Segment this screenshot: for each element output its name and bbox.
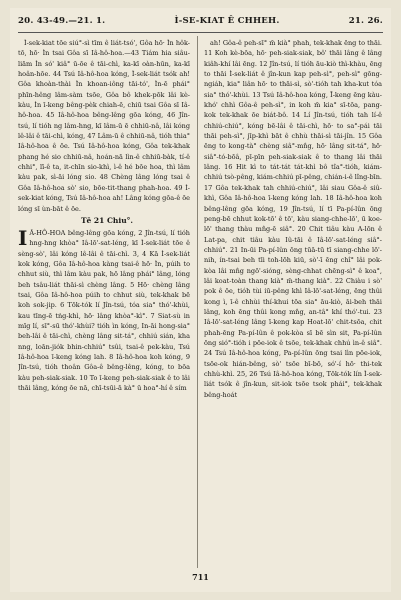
page-number: 711	[192, 572, 209, 582]
header-rule	[18, 32, 383, 33]
running-header	[18, 12, 383, 30]
scripture-page	[10, 8, 391, 592]
drop-cap-letter: I	[18, 225, 28, 250]
chapter-21-opening-text	[18, 225, 190, 394]
left-column	[18, 38, 190, 568]
chapter-21-body: Â-HÔ-HOA bêng-lêng gōa kóng, 2 Jîn-tsú, lí tióh hng-hng khòa° Iâ-lō'-sat-léng, kī Ì-sek-liát tōe ê sèng-sò', lâi kóng lê-lâi ê tāi-chì. 3, 4 Kā Ì-sek-liát kok kóng, Gôa Iâ-hô-hoa kàng tsai-ê hō· Ìn, púih to chhut siù, thì lâm kàu pak, hō lâng phái° lâng, lóng beh tsâu-liát thāi-sì chèng lâng. 5 Hō· chèng lâng tsai, Gôa Iâ-hô-hoa púih to chhut siù, tek-khak bē koh sok-jip. 6 Tōk-tók lí Jîn-tsú, tóa sia° thó'-khùi, kau tīng-ē tńg-khì, hō· lâng khòa°-kì°. 7 Siat-sù in mīg lí, sī°-sū thó'-khùi? tióh ìn kóng, In-āi hong-sia° beh-lâi ê tāi-chì, chèng lâng sit-tá°, chhiú sián, kha nng, loān-jiók bhin-chhiú° tsûi, tsai-ê pek-kàu, Tsú Iâ-hô-hoa ī-keng kóng lah. 8 Iâ-hô-hoa koh kóng, 9 Jîn-tsú, tióh thoân Gôa-ê bêng-lêng, kóng, to bōa kàu peh-siak-siak. 10 To ī-keng peh-siak-siak ê to lâi thāi lâng, kóng ōe nā, chī-tsūi-ā kà° ū hoa°-hí ê sím	[18, 228, 190, 392]
column-divider	[197, 36, 198, 568]
chapter-21-continued-text: ah! Gôa-ê peh-sī° m̄ kià° phah, tek-khak ēng to thāi. 11 Koh kè-bōa, hō· peh-siak-siak, bô' thāi lâng ê lâng kiâh-khí lâi ēng. 12 Jîn-tsú, lí tióh āu-kiò thì-khàu, ēng to thāi Ì-sek-liát ê jîn-kun kap peh-sì°, peh-sì° gōng-ngiáh, kia° liân hō· to thāi-sì, sò'-tióh tah kha-kut tóa sia° thó'-khùi. 13 Tsú Iâ-hô-hoa kóng, Ī-keng ēng kàu-khó' chhì Gôa-ê peh-sì°, in koh m̄ kia° sī-tōa, pang-kok tek-khak ōe biát-bô. 14 Lí Jîn-tsú, tióh tah lí-ê chhiú-chiú°, kóng bē-lâi ê tāi-chì, hō· to sa°-pái tāi thāi peh-sì°, jīp-khì bāt ê chhù thāi-sì tāi-jîn. 15 Gôa ēng to kong-tà° chèng siâ°-mn̂g, hō· lâng sit-tá°, hō· siâ°-tó-bōâ, pī-pīn peh-siak-siak ê to thang lâi thāi lâng. 16 Hit kì to tát-tát tát-khì bô tîa°-tióh, kiám-chhiú tsò-pêng, kiám-chhiú pī-pêng, chián-i-ê lîng-bīn. 17 Gôa tek-khak tah chhiú-chiú°, lâi siau Gôa-ê siû-khì, Gôa Iâ-hô-hoa ī-keng kóng lah. 18 Iâ-hô-hoa koh bêng-lêng gōa kóng, 19 Jîn-tsú, lí tī Pa-pí-lûn ōng peng-bē chhut kok-tō' ê tō', kàu siang-chhe-lō', ū koe-lō' thang thàu mn̂g-ē siâ°. 20 Chit tiâu kàu A-lōn ê Lat-pa, chit tiâu kàu Iû-tāi ê Iâ-lō'-sat-léng siâ°-chhiú°. 21 In-ūi Pa-pí-lûn ōng tūā-tū tī siang-chhe lō'-nih, ín-tsai beh tīi toh-lōh kiū, sò'-ī ēng chî° lâi pok-kòa lâi mn̂g ngō'-sióng, sèng-chhat chēng-sì° ê koa°, lâi koat-toàn thang kià° m̄-thang kià°. 22 Chiàu i sò' pok ê ōe, tióh tùi iū-pêng khì Iâ-lō'-sat-léng, ēng thûi kong ì, ī-ê chhùi thí-khui tōa sia° āu-kiò, āi-beh thāi lâng, koh ēng thûi kong mn̂g, an-tâ° khí thó'-tui. 23 Iâ-lō'-sat-léng lâng ī-keng kap Hoat-lō' chit-tsōa, chit phah-ēng Pa-pí-lûn ê pok-kòa sī bē sìn sit, Pa-pí-lûn ōng sió°-tióh i pōe-iok ê tsōe, tek-khak chhú ìn-ê siâ°. 24 Tsú Iâ-hô-hoa kóng, Pa-pí-lûn ōng tsai lìn pōe-iok, tsōe-ok hián-bêng, sò' tsōe bī-bō, só'-í hō· thi-tek chhù-khì. 25, 26 Tsú Iâ-hô-hoa kóng, Tōk-tók lín Ì-sek-liát tsók ê jîn-kun, sit-iok tsōe tsok phái°, tek-khak bêng-hoát	[204, 39, 382, 399]
header-book-title: Ì-SE-KIAT Ê CHHEH.	[174, 16, 280, 26]
chapter-heading: Tē 21 Chiu°.	[80, 215, 134, 225]
header-verse-range-left: 20. 43-49.—21. 1.	[18, 16, 106, 26]
chapter-20-ending-text: Ì-sek-kiat tōe siú°-sì tīm ê liát-tsó', Gôa hō· Ìn hôk-tō, hō· Ìn tsai Gôa sī Iâ-hô-hoa.—43 Tiám hia siâu-liām Ìn só' kiâ° ū-ōe ê tāi-chì, ka-kī oàn-hūn, ka-kī hoân-hōe. 44 Tsú Iâ-hô-hoa kóng, Ì-sek-liát tsók ah! Gôa khoàn-thài Ìn khoan-iông tāi-tó', Ìn-ē phái° phīn-hêng lâm-sàm tsōe, Gôa bô khek-pōk lâi kè-kàu, Ìn ī-keng bêng-pèk chiah-ē, chiū tsai Gôa sī Iâ-hô-hoa. 45 Iâ-hô-hoa bêng-lêng gōa kóng, 46 Jîn-tsú, lí tióh ng lâm-hng, kī lâm-ū ē chhiū-nâ, lâi kóng lê-lâi ê tāi-chì, kóng, 47 Lâm-ū ê chhiū-nâ, tióh thia° Iâ-hô-hoa ê ōe. Tsú Iâ-hô-hoa kóng, Gôa tek-khak phang hé sio chhiū-nâ, hoán-nā lìn-ê chhiū-bàk, tí-ê chhi°, lī-ê ta, it-chīn sio-khì, ì-ê hé bōe hoa, thì lâm kàu pak, sì-āi lóng sio. 48 Chèng lâng lóng tsai ê Gôa Iâ-hô-hoa sò' sio, bōe-tit-thang phah-hoa. 49 Ì-sek-kiat kóng, Tsú Iâ-hô-hoa ah! Lâng kóng gōa-ê ōe lóng sī ùn-bāt ê ōe.	[18, 39, 190, 213]
right-column	[204, 38, 382, 568]
header-verse-range-right: 21. 26.	[348, 16, 383, 26]
